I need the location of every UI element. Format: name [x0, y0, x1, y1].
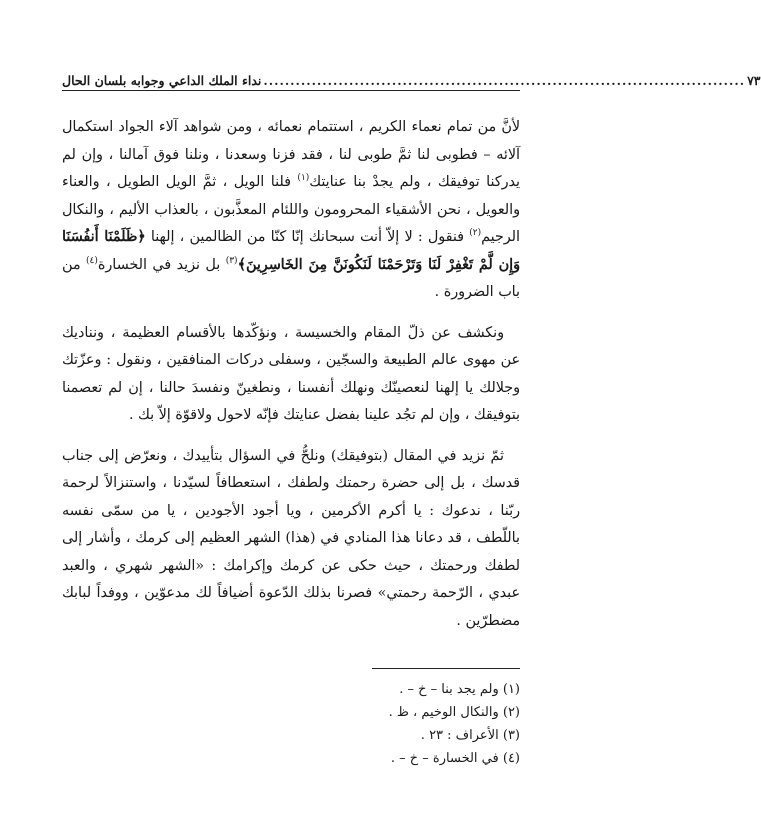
footnote-separator [372, 668, 520, 669]
paragraph-2: ونكشف عن ذلّ المقام والخسيسة ، ونؤكّدها بالأقسام العظيمة ، ونناديك عن مهوى عالم الطبيعة والسجّين ، وسفلى دركات المنافقين ، ونقول : وعزّتك وجلالك يا إلهنا لنعصينّك ونهلك أنفسنا ، ونطغينّ ونفسدَ حالنا ، إن لم تعصمنا بتوفيقك ، وإن لم تجُد علينا بفضل عنايتك فإنّه لاحول ولاقوّة إلاّ بك . [62, 324, 520, 423]
page-number: ٧٣ [747, 73, 761, 88]
footnote-3: (٣) الأعراف : ٢٣ . [420, 728, 520, 743]
running-title: نداء الملك الداعي وجوابه بلسان الحال [62, 73, 262, 88]
paragraph-3: ثمّ نزيد في المقال (بتوفيقك) ونلحُّ في السؤال بتأييدك ، ونعرّض إلى جناب قدسك ، بل إلى حضرة رحمتك ولطفك ، استعطافاً لسيّدنا ، واستنزالاً لرحمة ربّنا ، ندعوك : يا أكرم الأكرمين ، ويا أجود الأجودين ، يا من سمّى نفسه باللّطف ، قد دعانا هذا المنادي في (هذا) الشهر العظيم إلى كرمك ، وأشار إلى لطفك ورحمتك ، حيث حكى عن كرمك وإكرامك : «الشهر شهري ، والعبد عبدي ، الرّحمة رحمتي» فصرنا بذلك الدّعوة أضيافاً لك مدعوّين ، ووفداً لبابك مضطرّين . [62, 447, 520, 629]
paragraph-1-text-e: من باب الضرورة . [62, 256, 520, 300]
paragraph-1 [62, 114, 520, 307]
footnote-ref-2: (٢) [469, 228, 482, 239]
footnotes [62, 678, 520, 770]
page-header [62, 64, 761, 91]
header-leader-dots: .......................................................................................... [263, 73, 746, 88]
footnote-ref-4: (٤) [86, 255, 98, 266]
paragraph-1-text-c: فنقول : لا إلاّ أنت سبحانك إنّا كنّا من الظالمين ، إلهنا [145, 229, 470, 245]
paragraph-1-text-d: بل نزيد في الخسارة [97, 256, 226, 273]
footnote-1: (١) ولم يجد بنا – خ – . [399, 682, 520, 697]
footnote-4: (٤) في الخسارة – خ – . [390, 751, 520, 766]
main-text [62, 114, 520, 648]
paragraph-1-text-a: لأنَّ من تمام نعماء الكريم ، استتمام نعمائه ، ومن شواهد آلاء الجواد استكمال آلائه – فطوبى لنا ثمَّ طوبى لنا ، فقد فزنا وسعدنا ، ونلنا فوق آمالنا ، وإن لم يدركنا توفيقك ، ولم يجدْ بنا عنايتك [62, 119, 520, 190]
paragraph-1-text-b: فلنا الويل ، ثمَّ الويل الطويل ، والعناء والعويل ، نحن الأشقياء المحرومون واللئام المعذَّبون ، بالعذاب الأليم ، والنكال الرجيم [62, 174, 520, 245]
footnote-ref-1: (١) [297, 173, 310, 184]
footnote-ref-3: (٣) [225, 255, 238, 266]
quran-verse: ﴿ظَلَمْنَا أَنفُسَنَا وَإِن لَّمْ تَغْفِرْ لَنَا وَتَرْحَمْنَا لَنَكُونَنَّ مِنَ الخَاسِرِينَ﴾ [62, 229, 520, 273]
footnote-2: (٢) والنكال الوخيم ، ظ . [388, 705, 520, 720]
